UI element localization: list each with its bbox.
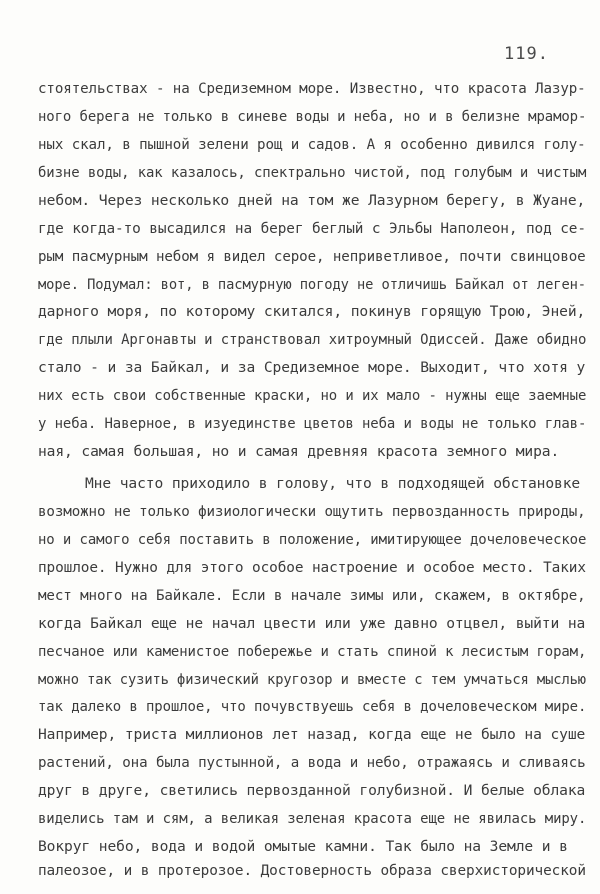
text-line: стало - и за Байкал, и за Средиземное море. Выходит, что хотя у: [38, 359, 586, 376]
text-line: где когда-то высадился на берег беглый с Эльбы Наполеон, под се-: [38, 220, 586, 237]
text-line: друг в друге, светились первозданной голубизной. И белые облака: [38, 782, 586, 799]
text-line: мест много на Байкале. Если в начале зимы или, скажем, в октябре,: [38, 587, 586, 604]
text-line: небом. Через несколько дней на том же Лазурном берегу, в Жуане,: [38, 192, 586, 209]
text-line: Вокруг небо, вода и водой омытые камни. Так было на Земле и в: [38, 838, 568, 855]
paragraph-first-line: Мне часто приходило в голову, что в подходящей обстановке: [85, 475, 581, 492]
text-line: можно так сузить физический кругозор и вместе с тем умчаться мыслью: [38, 671, 586, 688]
text-line: у неба. Наверное, в изуединстве цветов неба и воды не только глав-: [38, 415, 587, 432]
text-line: так далеко в прошлое, что почувствуешь себя в дочеловеческом мире.: [38, 698, 587, 715]
text-line: возможно не только физиологически ощутить первозданность природы,: [38, 503, 586, 520]
text-line: где плыли Аргонавты и странствовал хитроумный Одиссей. Даже обидно: [38, 331, 587, 348]
text-line: стоятельствах - на Средиземном море. Известно, что красота Лазур-: [38, 80, 586, 97]
text-line: но и самого себя поставить в положение, имитирующее дочеловеческое: [38, 531, 587, 548]
page-number: 119.: [504, 44, 549, 64]
text-line: Например, триста миллионов лет назад, когда еще не было на суше: [38, 726, 586, 743]
text-line: прошлое. Нужно для этого особое настроение и особое место. Таких: [38, 559, 586, 576]
text-line: них есть свои собственные краски, но и их мало - нужны еще заемные: [38, 387, 587, 404]
text-line: когда Байкал еще не начал цвести или уже давно отцвел, выйти на: [38, 615, 586, 632]
text-line: ного берега не только в синеве воды и неба, но и в белизне мрамор-: [38, 108, 587, 125]
text-line: ная, самая большая, но и самая древняя красота земного мира.: [38, 443, 560, 460]
text-line: море. Подумал: вот, в пасмурную погоду не отличишь Байкал от леген-: [38, 276, 586, 293]
text-line: рым пасмурным небом я видел серое, неприветливое, почти свинцовое: [38, 248, 586, 265]
text-line: песчаное или каменистое побережье и стать спиной к лесистым горам,: [38, 643, 587, 660]
text-line: растений, она была пустынной, а вода и небо, отражаясь и сливаясь: [38, 754, 586, 771]
text-line: ных скал, в пышной зелени рощ и садов. А я особенно дивился голу-: [38, 136, 586, 153]
text-line: палеозое, и в протерозое. Достоверность образа сверхисторической: [38, 862, 586, 879]
text-line: дарного моря, по которому скитался, покинув горящую Трою, Эней,: [38, 303, 586, 320]
text-line: бизне воды, как казалось, спектрально чистой, под голубым и чистым: [38, 164, 587, 181]
text-line: виделись там и сям, а великая зеленая красота еще не явилась миру.: [38, 810, 587, 827]
